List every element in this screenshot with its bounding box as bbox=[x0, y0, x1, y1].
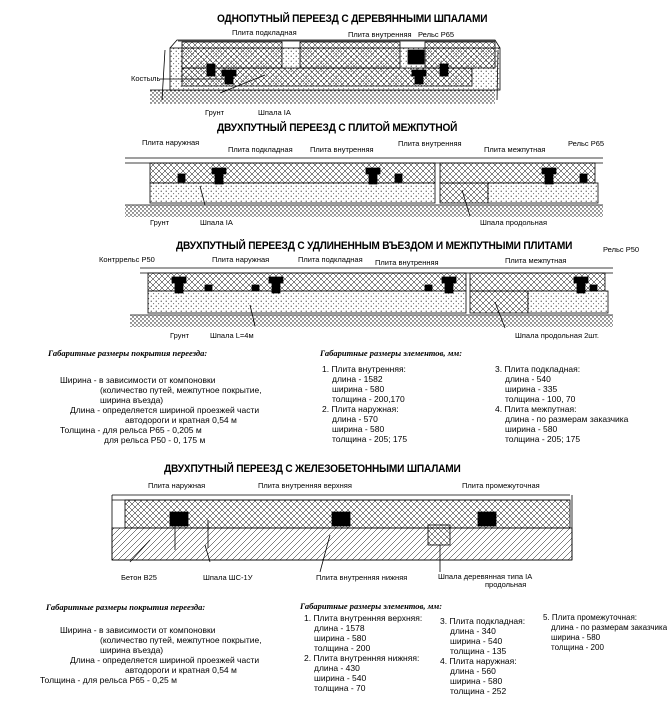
specs2-coating-line: (количество путей, межпутное покрытие, bbox=[100, 635, 262, 645]
spec-item: ширина - 580 bbox=[505, 424, 558, 434]
spec-item: толщина - 200,170 bbox=[332, 394, 405, 404]
specs1-coating-line: ширина въезда) bbox=[100, 395, 164, 405]
spec-item: ширина - 580 bbox=[450, 676, 503, 686]
section2-title: ДВУХПУТНЫЙ ПЕРЕЕЗД С ПЛИТОЙ МЕЖПУТНОЙ bbox=[217, 122, 458, 134]
spec-item: 4. Плита наружная: bbox=[440, 656, 517, 666]
s3-label-shpala-prodolnaya: Шпала продольная 2шт. bbox=[515, 331, 599, 340]
s3-label-grunt: Грунт bbox=[170, 331, 190, 340]
section1-drawing bbox=[150, 40, 500, 104]
spec-item: толщина - 205; 175 bbox=[332, 434, 408, 444]
spec-item: длина - 1578 bbox=[314, 623, 365, 633]
spec-item: ширина - 580 bbox=[551, 633, 601, 642]
s4-label-prodolnaya: продольная bbox=[485, 580, 527, 589]
s3-label-plita-podkladnaya: Плита подкладная bbox=[298, 255, 363, 264]
spec-item: 3. Плита подкладная: bbox=[440, 616, 526, 626]
s4-label-shpala-derevyannaya: Шпала деревянная типа IA bbox=[438, 572, 533, 581]
spec-item: ширина - 540 bbox=[450, 636, 503, 646]
s2-label-plita-podkladnaya: Плита подкладная bbox=[228, 145, 293, 154]
section1-title: ОДНОПУТНЫЙ ПЕРЕЕЗД С ДЕРЕВЯННЫМИ ШПАЛАМИ bbox=[217, 13, 488, 25]
s1-label-grunt: Грунт bbox=[205, 108, 225, 117]
spec-item: 2. Плита внутренняя нижняя: bbox=[304, 653, 420, 663]
specs2-coating-line: ширина въезда) bbox=[100, 645, 164, 655]
spec-item: длина - 560 bbox=[450, 666, 496, 676]
s4-label-plita-promezhutochnaya: Плита промежуточная bbox=[462, 481, 540, 490]
s3-label-kontrrels: Контррельс Р50 bbox=[99, 255, 155, 264]
specs2-coating-line: автодороги и кратная 0,54 м bbox=[125, 665, 237, 675]
spec-item: длина - 540 bbox=[505, 374, 551, 384]
s4-label-plita-vnutrennyaya-verhnyaya: Плита внутренняя верхняя bbox=[258, 481, 352, 490]
s3-label-plita-mezhputnaya: Плита межпутная bbox=[505, 256, 567, 265]
specs1-coating-line: Толщина - для рельса Р65 - 0,205 м bbox=[60, 425, 202, 435]
s1-label-plita-podkladnaya: Плита подкладная bbox=[232, 28, 297, 37]
s1-label-kostyl: Костыль bbox=[131, 74, 161, 83]
specs2-coating-heading: Габаритные размеры покрытия переезда: bbox=[46, 602, 206, 612]
specs1-elements-heading: Габаритные размеры элементов, мм: bbox=[320, 348, 463, 358]
spec-item: толщина - 135 bbox=[450, 646, 507, 656]
spec-item: длина - по размерам заказчика bbox=[551, 623, 667, 632]
specs1-col2 bbox=[495, 364, 628, 444]
s1-label-rels: Рельс Р65 bbox=[418, 30, 455, 39]
s1-label-plita-vnutrennyaya: Плита внутренняя bbox=[348, 30, 412, 39]
section3-title: ДВУХПУТНЫЙ ПЕРЕЕЗД С УДЛИНЕННЫМ ВЪЕЗДОМ И МЕЖПУТНЫМИ ПЛИТАМИ bbox=[176, 240, 573, 252]
spec-item: длина - 430 bbox=[314, 663, 360, 673]
spec-item: толщина - 70 bbox=[314, 683, 366, 693]
spec-item: ширина - 540 bbox=[314, 673, 367, 683]
section3-drawing bbox=[130, 268, 613, 328]
spec-item: длина - по размерам заказчика bbox=[505, 414, 629, 424]
specs2-col3 bbox=[543, 613, 667, 653]
spec-item: 4. Плита межпутная: bbox=[495, 404, 577, 414]
s4-label-beton: Бетон В25 bbox=[121, 573, 157, 582]
spec-item: толщина - 200 bbox=[314, 643, 371, 653]
spec-item: 3. Плита подкладная: bbox=[495, 364, 581, 374]
specs1-coating-lines bbox=[60, 375, 262, 445]
specs2-coating-lines bbox=[40, 625, 262, 685]
specs1-coating-line: Длина - определяется шириной проезжей части bbox=[70, 405, 260, 415]
specs1-coating-line: автодороги и кратная 0,54 м bbox=[125, 415, 237, 425]
s3-label-rels: Рельс Р50 bbox=[603, 245, 640, 254]
s3-label-plita-vnutrennyaya: Плита внутренняя bbox=[375, 258, 439, 267]
section2-drawing bbox=[125, 158, 603, 217]
spec-item: 1. Плита внутренняя: bbox=[322, 364, 406, 374]
specs2-coating-line: Толщина - для рельса Р65 - 0,25 м bbox=[40, 675, 177, 685]
specs1-coating-line: (количество путей, межпутное покрытие, bbox=[100, 385, 262, 395]
s4-label-plita-naruzhnaya: Плита наружная bbox=[148, 481, 206, 490]
specs2-col2 bbox=[440, 616, 525, 696]
spec-item: ширина - 580 bbox=[314, 633, 367, 643]
spec-item: ширина - 580 bbox=[332, 424, 385, 434]
specs2-coating-line: Длина - определяется шириной проезжей части bbox=[70, 655, 260, 665]
s2-label-shpala: Шпала IA bbox=[200, 218, 233, 227]
section4-title: ДВУХПУТНЫЙ ПЕРЕЕЗД С ЖЕЛЕЗОБЕТОННЫМИ ШПАЛАМИ bbox=[164, 463, 461, 475]
spec-item: длина - 1582 bbox=[332, 374, 383, 384]
spec-item: толщина - 200 bbox=[551, 643, 604, 652]
s2-label-plita-mezhputnaya: Плита межпутная bbox=[484, 145, 546, 154]
spec-item: 1. Плита внутренняя верхняя: bbox=[304, 613, 423, 623]
spec-item: толщина - 100, 70 bbox=[505, 394, 576, 404]
s2-label-shpala-prodolnaya: Шпала продольная bbox=[480, 218, 548, 227]
spec-item: 5. Плита промежуточная: bbox=[543, 613, 637, 622]
specs1-coating-line: для рельса Р50 - 0, 175 м bbox=[104, 435, 206, 445]
specs1-col1 bbox=[322, 364, 407, 444]
s3-label-plita-naruzhnaya: Плита наружная bbox=[212, 255, 270, 264]
spec-item: длина - 340 bbox=[450, 626, 496, 636]
s2-label-plita-vnutrennyaya: Плита внутренняя bbox=[310, 145, 374, 154]
s2-label-rels: Рельс Р65 bbox=[568, 139, 605, 148]
s2-label-plita-vnutrennyaya-2: Плита внутренняя bbox=[398, 139, 462, 148]
s4-label-shpala: Шпала ШС-1У bbox=[203, 573, 253, 582]
specs1-coating-heading: Габаритные размеры покрытия переезда: bbox=[48, 348, 208, 358]
s2-label-plita-naruzhnaya: Плита наружная bbox=[142, 138, 200, 147]
spec-item: толщина - 205; 175 bbox=[505, 434, 581, 444]
s3-label-shpala: Шпала L=4м bbox=[210, 331, 254, 340]
spec-item: ширина - 335 bbox=[505, 384, 558, 394]
specs2-col1 bbox=[304, 613, 422, 693]
specs2-coating-line: Ширина - в зависимости от компоновки bbox=[60, 625, 216, 635]
spec-item: 2. Плита наружная: bbox=[322, 404, 399, 414]
s1-label-shpala: Шпала IA bbox=[258, 108, 291, 117]
s2-label-grunt: Грунт bbox=[150, 218, 170, 227]
specs2-elements-heading: Габаритные размеры элементов, мм: bbox=[300, 601, 443, 611]
specs1-coating-line: Ширина - в зависимости от компоновки bbox=[60, 375, 216, 385]
spec-item: ширина - 580 bbox=[332, 384, 385, 394]
s4-label-plita-vnutrennyaya-nizhnyaya: Плита внутренняя нижняя bbox=[316, 573, 408, 582]
section4-drawing bbox=[112, 495, 572, 572]
spec-item: толщина - 252 bbox=[450, 686, 507, 696]
spec-item: длина - 570 bbox=[332, 414, 378, 424]
